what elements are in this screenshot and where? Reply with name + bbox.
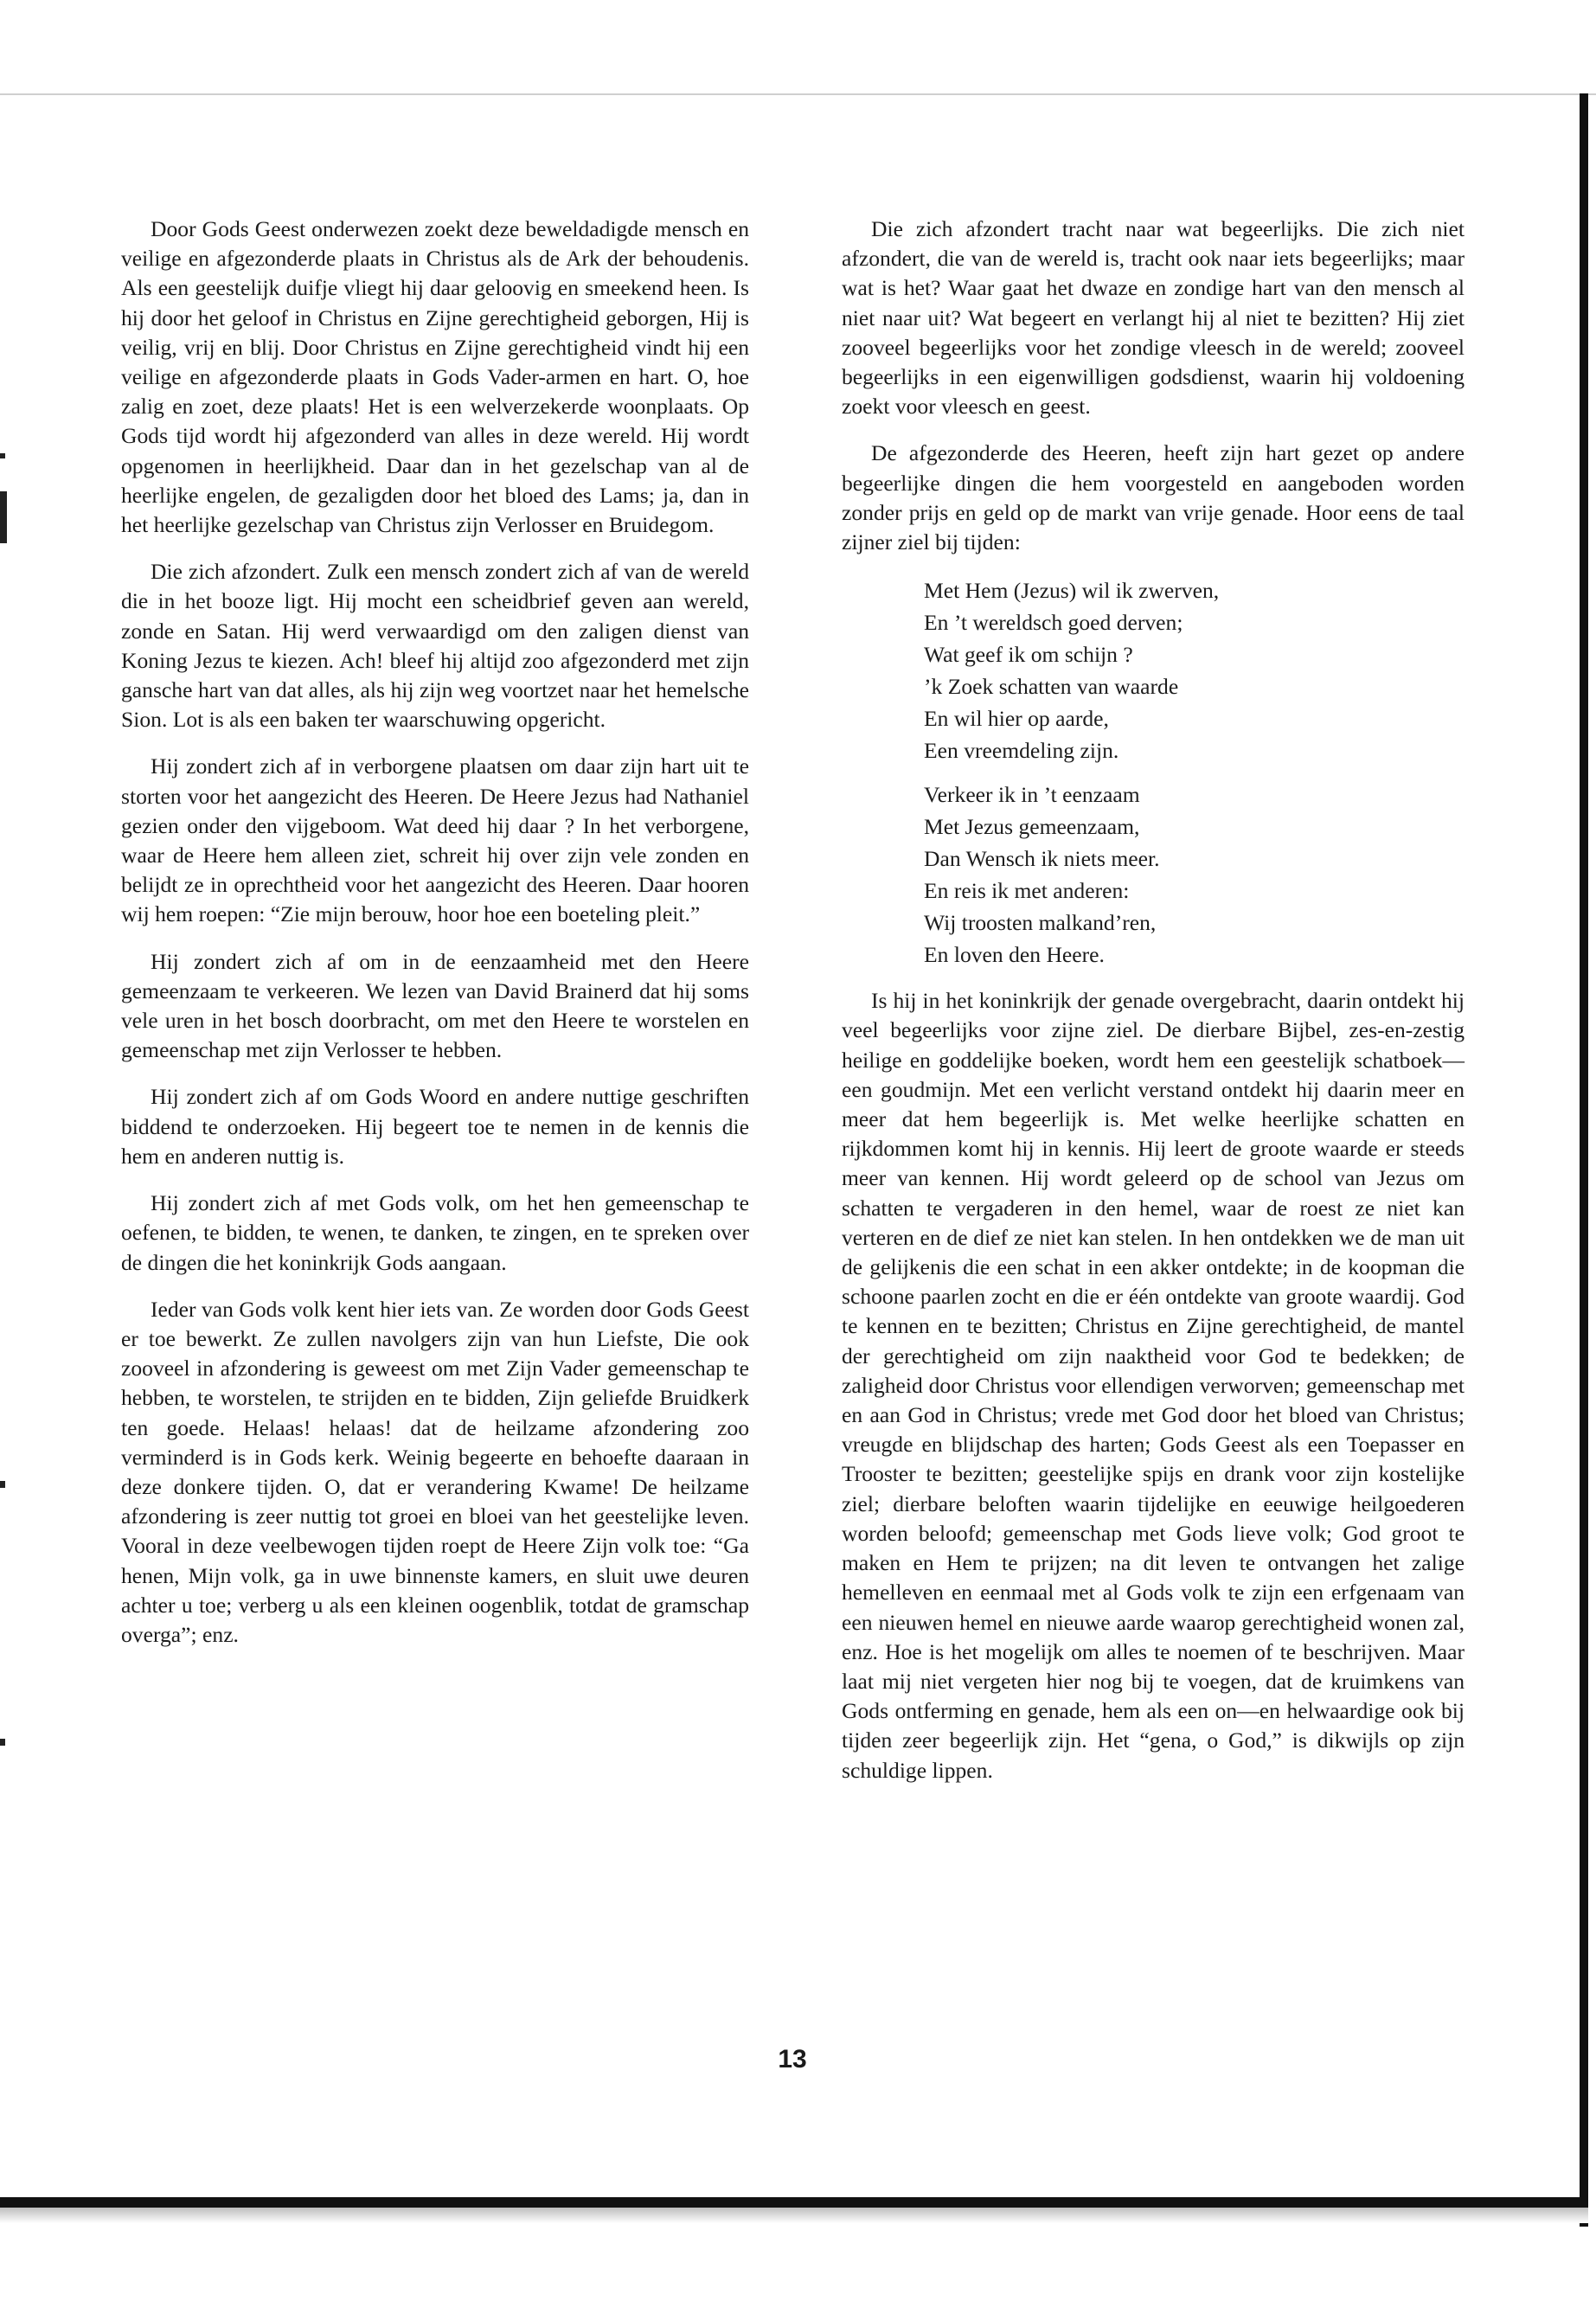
scan-bottom-shadow — [0, 2208, 1588, 2223]
scan-right-edge — [1580, 93, 1588, 2227]
scan-bottom-edge — [0, 2197, 1588, 2208]
margin-tick — [0, 453, 5, 458]
paragraph: De afgezonderde des Heeren, heeft zijn hart gezet op andere begeerlijke dingen die hem voorgesteld en aangeboden worden zonder prijs en geld op de markt van vrije genade. Hoor eens de taal zijner ziel bij tijden: — [842, 440, 1465, 555]
poem-line: Dan Wensch ik niets meer. — [924, 846, 1160, 872]
paragraph: Hij zondert zich af met Gods volk, om het hen gemeenschap te oefenen, te bidden, te wenen, te danken, te zingen, en te spreken over de dingen die het koninkrijk Gods aangaan. — [121, 1190, 749, 1275]
poem-line: En loven den Heere. — [924, 942, 1105, 968]
paragraph: Hij zondert zich af in verborgene plaatsen om daar zijn hart uit te storten voor het aangezicht des Heeren. De Heere Jezus had Nathaniel gezien onder den vijgeboom. Wat deed hij daar ? In het verborgene, waar de Heere hem alleen ziet, schreit hij over zijn vele zonden en belijdt ze in oprechtheid voor het aangezicht des Heeren. Daar hooren wij hem roepen: “Zie mijn berouw, hoor hoe een boeteling pleit.” — [121, 753, 749, 927]
paragraph: Hij zondert zich af om in de eenzaamheid met den Heere gemeenzaam te verkeeren. We lezen van David Brainerd dat hij soms vele uren in het bosch doorbracht, om met den Heere te worstelen en gemeenschap met zijn Verlosser te hebben. — [121, 948, 749, 1063]
poem-line: Verkeer ik in ’t eenzaam — [924, 782, 1140, 808]
paragraph: Die zich afzondert tracht naar wat begeerlijks. Die zich niet afzondert, die van de wereld is, tracht ook naar iets begeerlijks; maar wat is het? Waar gaat het dwaze en zondige hart van den mensch al niet naar uit? Wat begeert en verlangt hij al niet te bezitten? Hij ziet zooveel begeerlijks voor het zondige vleesch in de wereld; zooveel begeerlijks in een eigenwilligen godsdienst, waarin hij voldoening zoekt voor vleesch en geest. — [842, 216, 1465, 420]
poem-stanza — [924, 779, 1465, 971]
poem-line: Wij troosten malkand’ren, — [924, 910, 1157, 936]
poem-line: Met Jezus gemeenzaam, — [924, 814, 1140, 840]
poem-line: En wil hier op aarde, — [924, 706, 1109, 732]
right-column — [842, 215, 1465, 1803]
poem-line: Met Hem (Jezus) wil ik zwerven, — [924, 578, 1220, 604]
poem — [924, 574, 1465, 971]
paragraph: Ieder van Gods volk kent hier iets van. Ze worden door Gods Geest er toe bewerkt. Ze zullen navolgers zijn van hun Liefste, Die ook zooveel in afzondering is geweest om met Zijn Vader gemeenschap te hebben, te worstelen, te strijden en te bidden, Zijn geliefde Bruidkerk ten goede. Helaas! helaas! dat de heilzame afzondering zoo verminderd is in Gods kerk. Weinig begeerte en behoefte daaraan in deze donkere tijden. O, dat er verandering Kwame! De heilzame afzondering is zeer nuttig tot groei en bloei van het geestelijke leven. Vooral in deze veelbewogen tijden roept de Heere Zijn volk toe: “Ga henen, Mijn volk, ga in uwe binnenste kamers, en sluit uwe deuren achter u toe; verberg u als een kleinen oogenblik, totdat de gramschap overga”; enz. — [121, 1296, 749, 1647]
paragraph: Door Gods Geest onderwezen zoekt deze beweldadigde mensch en veilige en afgezonderde plaats in Christus als de Ark der behoudenis. Als een geestelijk duifje vliegt hij daar geloovig en smeekend heen. Is hij door het geloof in Christus en Zijne gerechtigheid geborgen, Hij is veilig, vrij en blij. Door Christus en Zijne gerechtigheid vindt hij een veilige en afgezonderde plaats in Gods Vader-armen en hart. O, hoe zalig en zoet, deze plaats! Het is een welverzekerde woonplaats. Op Gods tijd wordt hij afgezonderd van alles in deze wereld. Hij wordt opgenomen in heerlijkheid. Daar dan in het gezelschap van al de heerlijke engelen, de gezaligden door het bloed des Lams; ja, dan in het heerlijke gezelschap van Christus zijn Verlosser en Bruidegom. — [121, 216, 749, 538]
poem-line: En ’t wereldsch goed derven; — [924, 610, 1183, 636]
poem-line: ’k Zoek schatten van waarde — [924, 674, 1179, 700]
paragraph: Die zich afzondert. Zulk een mensch zondert zich af van de wereld die in het booze ligt. Hij mocht een scheidbrief geven aan wereld, zonde en Satan. Hij werd verwaardigd om den zaligen dienst van Koning Jezus te kiezen. Ach! bleef hij altijd zoo afgezonderd met zijn gansche hart van dat alles, als hij zijn weg voortzet naar het hemelsche Sion. Lot is als een baken ter waarschuwing opgericht. — [121, 559, 749, 733]
margin-tick — [0, 1481, 5, 1488]
margin-tick — [0, 1739, 5, 1746]
paragraph: Is hij in het koninkrijk der genade overgebracht, daarin ontdekt hij veel begeerlijks voor zijne ziel. De dierbare Bijbel, zes-en-zestig heilige en goddelijke boeken, wordt hem een geestelijk schatboek—een goudmijn. Met een verlicht verstand ontdekt hij daarin meer en meer dat hem begeerlijk is. Met welke heerlijke schatten en rijkdommen komt hij in kennis. Hij leert de groote waarde er steeds meer van kennen. Hij wordt geleerd op de school van Jezus om schatten te vergaderen in den hemel, waar de roest ze niet kan verteren en de dief ze niet kan stelen. In hen ontdekken we de man uit de gelijkenis die een schat in een akker ontdekte; in de koopman die schoone paarlen zocht en die er één ontdekte van groote waardij. God te kennen en te bezitten; Christus en Zijne gerechtigheid, de mantel der gerechtigheid om zijn naaktheid voor God te bedekken; de zaligheid door Christus voor ellendigen verworven; gemeenschap met en aan God in Christus; vrede met God door het bloed van Christus; vreugde en blijdschap des harten; Gods Geest als een Toepasser en Trooster te bezitten; geestelijke spijs en drank voor zijn kostelijke ziel; dierbare beloften waarin tijdelijke en eeuwige heilgoederen worden beloofd; gemeenschap met Gods lieve volk; God groot te maken en Hem te prijzen; na dit leven te ontvangen het zalige hemelleven en eenmaal met al Gods volk te zijn een erfgenaam van een nieuwen hemel en nieuwe aarde waarop gerechtigheid wonen zal, enz. Hoe is het mogelijk om alles te noemen of te beschrijven. Maar laat mij niet vergeten hier nog bij te voegen, dat de kruimkens van Gods ontferming en genade, hem als een on—en helwaardige ook bij tijden zeer begeerlijk zijn. Het “gena, o God,” is dikwijls op zijn schuldige lippen. — [842, 988, 1465, 1783]
paragraph: Hij zondert zich af om Gods Woord en andere nuttige geschriften biddend te onderzoeken. Hij begeert toe te nemen in de kennis die hem en anderen nuttig is. — [121, 1084, 749, 1169]
left-column — [121, 215, 749, 1667]
scan-top-edge — [0, 93, 1596, 95]
poem-line: Een vreemdeling zijn. — [924, 738, 1119, 764]
poem-line: Wat geef ik om schijn ? — [924, 642, 1133, 668]
page-number: 13 — [778, 2045, 807, 2073]
margin-binding-mark — [0, 491, 7, 543]
poem-line: En reis ik met anderen: — [924, 878, 1130, 904]
poem-stanza — [924, 574, 1465, 766]
